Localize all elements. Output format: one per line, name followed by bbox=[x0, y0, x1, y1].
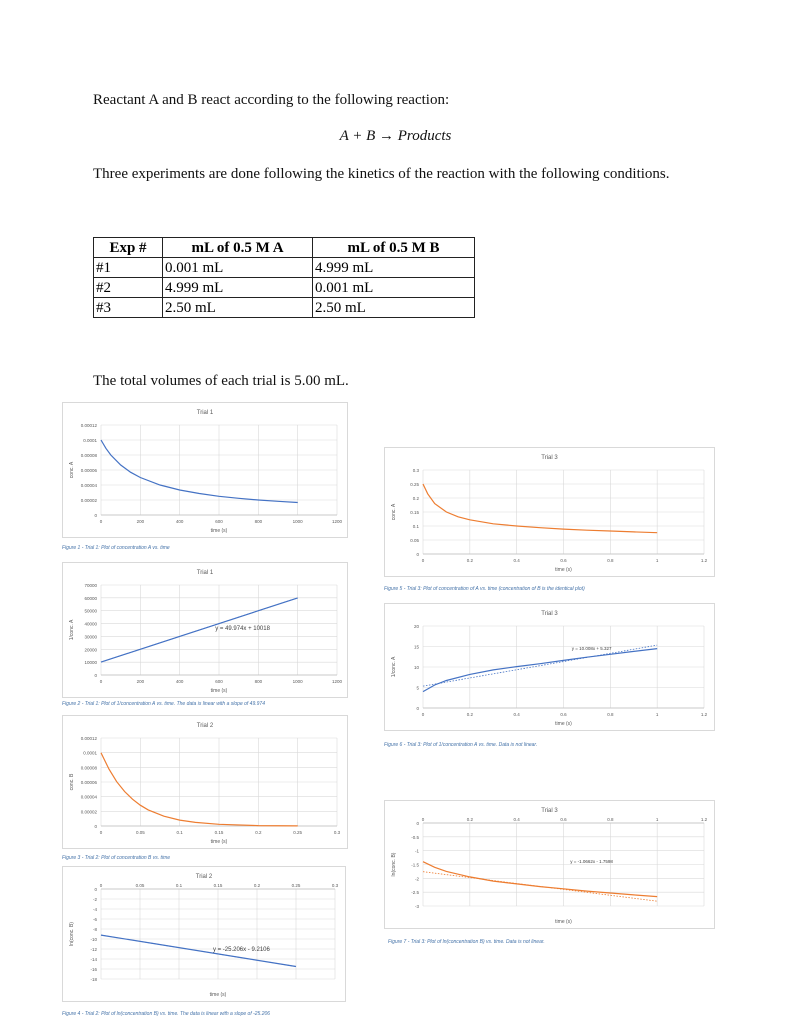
y-tick-label: 0.00006 bbox=[80, 468, 97, 473]
y-tick-label: 0.00008 bbox=[80, 765, 97, 771]
chart-svg bbox=[63, 403, 347, 537]
x-tick-label: 1200 bbox=[331, 519, 343, 524]
chart-trial2-ln bbox=[62, 866, 346, 1002]
table-cell: #3 bbox=[94, 298, 163, 318]
chart-svg bbox=[63, 563, 347, 697]
x-tick-label: 0.8 bbox=[607, 558, 614, 563]
x-axis-label: time (s) bbox=[210, 528, 228, 534]
chart-svg bbox=[63, 867, 345, 1001]
y-tick-label: 0 bbox=[94, 513, 97, 518]
trendline-equation: y = -1.0662x - 1.7598 bbox=[570, 859, 613, 865]
table-header-row bbox=[94, 238, 475, 258]
y-tick-label: -12 bbox=[90, 947, 97, 952]
y-tick-label: 0 bbox=[416, 821, 419, 826]
y-tick-label: -6 bbox=[92, 917, 97, 922]
x-axis-label: time (s) bbox=[555, 919, 572, 925]
table-header-cell: mL of 0.5 M A bbox=[163, 238, 313, 258]
chart-trial2-conc bbox=[62, 715, 348, 849]
trendline bbox=[423, 645, 657, 686]
x-tick-label: 800 bbox=[254, 679, 263, 684]
series-line bbox=[423, 649, 657, 692]
x-tick-label: 0.25 bbox=[291, 883, 301, 888]
table-cell: #1 bbox=[94, 258, 163, 278]
y-tick-label: 30000 bbox=[84, 634, 97, 640]
x-tick-label: 1 bbox=[655, 712, 659, 717]
y-tick-label: 0.2 bbox=[412, 496, 419, 501]
x-tick-label: 0.2 bbox=[255, 830, 262, 835]
trendline-equation: y = -25.206x - 9.2106 bbox=[212, 946, 270, 953]
y-axis-label: conc. A bbox=[391, 503, 397, 521]
x-tick-label: 0.3 bbox=[333, 830, 341, 835]
x-tick-label: 1.2 bbox=[700, 558, 708, 563]
x-tick-label: 200 bbox=[136, 519, 145, 524]
y-tick-label: 0.1 bbox=[412, 524, 419, 529]
figure-caption: Figure 1 - Trial 1: Plot of concentration A vs. time bbox=[62, 545, 170, 551]
chart-title: Trial 3 bbox=[541, 611, 558, 617]
chart-trial3-conc bbox=[384, 447, 715, 577]
x-tick-label: 0.8 bbox=[607, 817, 614, 822]
reaction-equation: A + B → Products bbox=[339, 128, 452, 144]
x-tick-label: 0.1 bbox=[176, 830, 183, 835]
x-tick-label: 800 bbox=[254, 519, 263, 524]
y-tick-label: 0 bbox=[416, 706, 419, 711]
y-tick-label: -3 bbox=[414, 904, 419, 909]
x-tick-label: 0.4 bbox=[513, 817, 520, 822]
chart-title: Trial 3 bbox=[541, 455, 558, 461]
x-tick-label: 0 bbox=[99, 830, 103, 835]
x-tick-label: 0.25 bbox=[293, 830, 303, 835]
y-tick-label: 0.25 bbox=[410, 482, 419, 487]
y-tick-label: 0.00012 bbox=[80, 736, 97, 741]
x-tick-label: 400 bbox=[175, 519, 184, 524]
x-tick-label: 0.6 bbox=[560, 558, 567, 563]
chart-trial3-ln bbox=[384, 800, 715, 929]
y-tick-label: -14 bbox=[90, 957, 97, 962]
trendline bbox=[423, 872, 657, 901]
x-tick-label: 0 bbox=[99, 679, 103, 684]
y-tick-label: 5 bbox=[416, 685, 419, 691]
x-tick-label: 0 bbox=[99, 519, 103, 524]
x-tick-label: 0.6 bbox=[560, 817, 567, 822]
y-tick-label: -2.5 bbox=[411, 890, 419, 896]
y-tick-label: 10000 bbox=[84, 660, 97, 666]
chart-trial1-conc bbox=[62, 402, 348, 538]
x-tick-label: 0.2 bbox=[253, 883, 261, 888]
x-tick-label: 0.8 bbox=[607, 712, 614, 717]
table-header-cell: mL of 0.5 M B bbox=[313, 238, 475, 258]
series-line bbox=[101, 753, 298, 826]
y-tick-label: 0.0001 bbox=[83, 438, 97, 443]
x-tick-label: 0.2 bbox=[466, 817, 473, 822]
y-tick-label: -2 bbox=[92, 897, 97, 902]
x-tick-label: 0.15 bbox=[213, 883, 223, 888]
y-tick-label: 0 bbox=[94, 887, 97, 892]
y-axis-label: 1/conc. A bbox=[69, 619, 75, 641]
y-tick-label: 0.05 bbox=[410, 538, 419, 543]
chart-title: Trial 1 bbox=[196, 570, 214, 576]
y-tick-label: 50000 bbox=[84, 608, 97, 614]
y-tick-label: -1.5 bbox=[411, 862, 419, 868]
x-tick-label: 1 bbox=[655, 558, 659, 563]
x-axis-label: time (s) bbox=[209, 992, 227, 998]
y-tick-label: -2 bbox=[414, 876, 419, 882]
series-line bbox=[423, 484, 657, 533]
x-axis-label: time (s) bbox=[555, 567, 572, 573]
x-tick-label: 1.2 bbox=[700, 712, 708, 717]
y-tick-label: 0.00002 bbox=[80, 809, 97, 815]
x-tick-label: 1200 bbox=[331, 679, 343, 684]
trendline-equation: y = 10.008x + 5.327 bbox=[571, 646, 612, 652]
chart-title: Trial 2 bbox=[195, 874, 213, 880]
y-tick-label: 0.0001 bbox=[83, 750, 97, 756]
table-cell: 4.999 mL bbox=[163, 278, 313, 298]
figure-caption: Figure 5 - Trial 3: Plot of concentration of A vs. time (concentration of B is the identical plot) bbox=[384, 586, 585, 592]
chart-svg bbox=[385, 801, 714, 928]
table-row bbox=[94, 258, 475, 278]
x-tick-label: 0 bbox=[421, 817, 425, 822]
figure-caption: Figure 3 - Trial 2: Plot of concentration B vs. time bbox=[62, 855, 171, 861]
table-cell: 2.50 mL bbox=[163, 298, 313, 318]
chart-trial1-inverse bbox=[62, 562, 348, 698]
y-tick-label: 0.00004 bbox=[80, 794, 97, 800]
x-tick-label: 200 bbox=[136, 679, 145, 684]
y-tick-label: 60000 bbox=[84, 595, 97, 601]
y-tick-label: 0 bbox=[416, 552, 419, 557]
chart-trial3-inverse bbox=[384, 603, 715, 731]
series-line bbox=[101, 440, 298, 503]
trendline-equation: y = 49.974x + 10018 bbox=[215, 625, 270, 632]
x-axis-label: time (s) bbox=[555, 721, 572, 727]
y-tick-label: 40000 bbox=[84, 621, 97, 627]
x-tick-label: 0.05 bbox=[135, 830, 145, 835]
y-axis-label: ln(conc. B) bbox=[69, 922, 75, 946]
x-tick-label: 1.2 bbox=[700, 817, 708, 822]
y-axis-label: ln(conc. B) bbox=[391, 852, 397, 877]
y-tick-label: 0 bbox=[94, 673, 97, 678]
y-tick-label: -8 bbox=[92, 927, 97, 932]
x-tick-label: 0.05 bbox=[135, 883, 145, 888]
x-tick-label: 0.6 bbox=[560, 712, 567, 717]
y-tick-label: -18 bbox=[90, 977, 97, 982]
chart-title: Trial 1 bbox=[196, 410, 214, 416]
x-tick-label: 0.2 bbox=[466, 712, 473, 717]
y-tick-label: 0 bbox=[94, 824, 97, 829]
y-tick-label: -0.5 bbox=[411, 834, 419, 840]
experiments-text: Three experiments are done following the kinetics of the reaction with the following conditions. bbox=[93, 166, 670, 182]
x-tick-label: 400 bbox=[175, 679, 184, 684]
y-tick-label: 10 bbox=[413, 665, 419, 670]
x-tick-label: 1000 bbox=[292, 519, 303, 524]
table-cell: 0.001 mL bbox=[163, 258, 313, 278]
figure-caption: Figure 2 - Trial 1: Plot of 1/concentration A vs. time. The data is linear with a slope of 49.974 bbox=[62, 701, 265, 707]
chart-svg bbox=[385, 448, 714, 576]
x-tick-label: 0.4 bbox=[513, 712, 520, 717]
table-row bbox=[94, 298, 475, 318]
y-tick-label: 20 bbox=[413, 624, 419, 629]
y-tick-label: 70000 bbox=[84, 583, 97, 588]
x-tick-label: 0.4 bbox=[513, 558, 520, 563]
y-tick-label: -1 bbox=[414, 848, 419, 854]
table-cell: #2 bbox=[94, 278, 163, 298]
table-cell: 2.50 mL bbox=[313, 298, 475, 318]
y-tick-label: 0.00012 bbox=[80, 423, 97, 428]
y-tick-label: 20000 bbox=[84, 647, 97, 653]
x-tick-label: 0.3 bbox=[331, 883, 339, 888]
y-tick-label: 0.00006 bbox=[80, 780, 97, 785]
x-tick-label: 0 bbox=[421, 712, 425, 717]
table-row bbox=[94, 278, 475, 298]
chart-svg bbox=[63, 716, 347, 848]
y-axis-label: conc. B bbox=[69, 773, 75, 791]
chart-title: Trial 3 bbox=[541, 808, 558, 814]
x-tick-label: 0.2 bbox=[466, 558, 473, 563]
y-tick-label: -16 bbox=[90, 967, 97, 972]
figure-caption: Figure 7 - Trial 3: Plot of ln(concentration B) vs. time. Data is not linear. bbox=[388, 939, 545, 945]
y-axis-label: 1/conc. A bbox=[391, 656, 397, 678]
table-cell: 0.001 mL bbox=[313, 278, 475, 298]
y-tick-label: 0.00008 bbox=[80, 453, 97, 458]
x-tick-label: 0 bbox=[421, 558, 425, 563]
series-line bbox=[423, 862, 657, 897]
table-cell: 4.999 mL bbox=[313, 258, 475, 278]
experiment-table bbox=[93, 237, 475, 318]
figure-caption: Figure 6 - Trial 3: Plot of 1/concentration A vs. time. Data is not linear. bbox=[384, 742, 538, 748]
total-volume-text: The total volumes of each trial is 5.00 mL. bbox=[93, 373, 349, 389]
x-tick-label: 1000 bbox=[292, 679, 303, 684]
table-header-cell: Exp # bbox=[94, 238, 163, 258]
x-tick-label: 0 bbox=[99, 883, 103, 888]
chart-svg bbox=[385, 604, 714, 730]
x-tick-label: 600 bbox=[215, 519, 223, 524]
y-tick-label: 0.3 bbox=[412, 468, 419, 473]
x-tick-label: 0.15 bbox=[214, 830, 224, 835]
y-tick-label: -10 bbox=[90, 937, 97, 942]
intro-text: Reactant A and B react according to the following reaction: bbox=[93, 92, 450, 108]
x-tick-label: 0.1 bbox=[175, 883, 183, 888]
x-axis-label: time (s) bbox=[210, 839, 228, 845]
x-axis-label: time (s) bbox=[210, 688, 228, 694]
y-axis-label: conc. A bbox=[69, 461, 75, 479]
figure-caption: Figure 4 - Trial 2: Plot of ln(concentration B) vs. time. The data is linear with a slope of -25.206 bbox=[62, 1011, 271, 1017]
x-tick-label: 1 bbox=[655, 817, 659, 822]
y-tick-label: -4 bbox=[92, 907, 97, 912]
y-tick-label: 0.15 bbox=[410, 510, 419, 515]
chart-title: Trial 2 bbox=[196, 723, 214, 729]
y-tick-label: 0.00004 bbox=[80, 483, 97, 488]
y-tick-label: 0.00002 bbox=[80, 498, 97, 503]
y-tick-label: 15 bbox=[413, 644, 419, 650]
x-tick-label: 600 bbox=[215, 679, 223, 684]
